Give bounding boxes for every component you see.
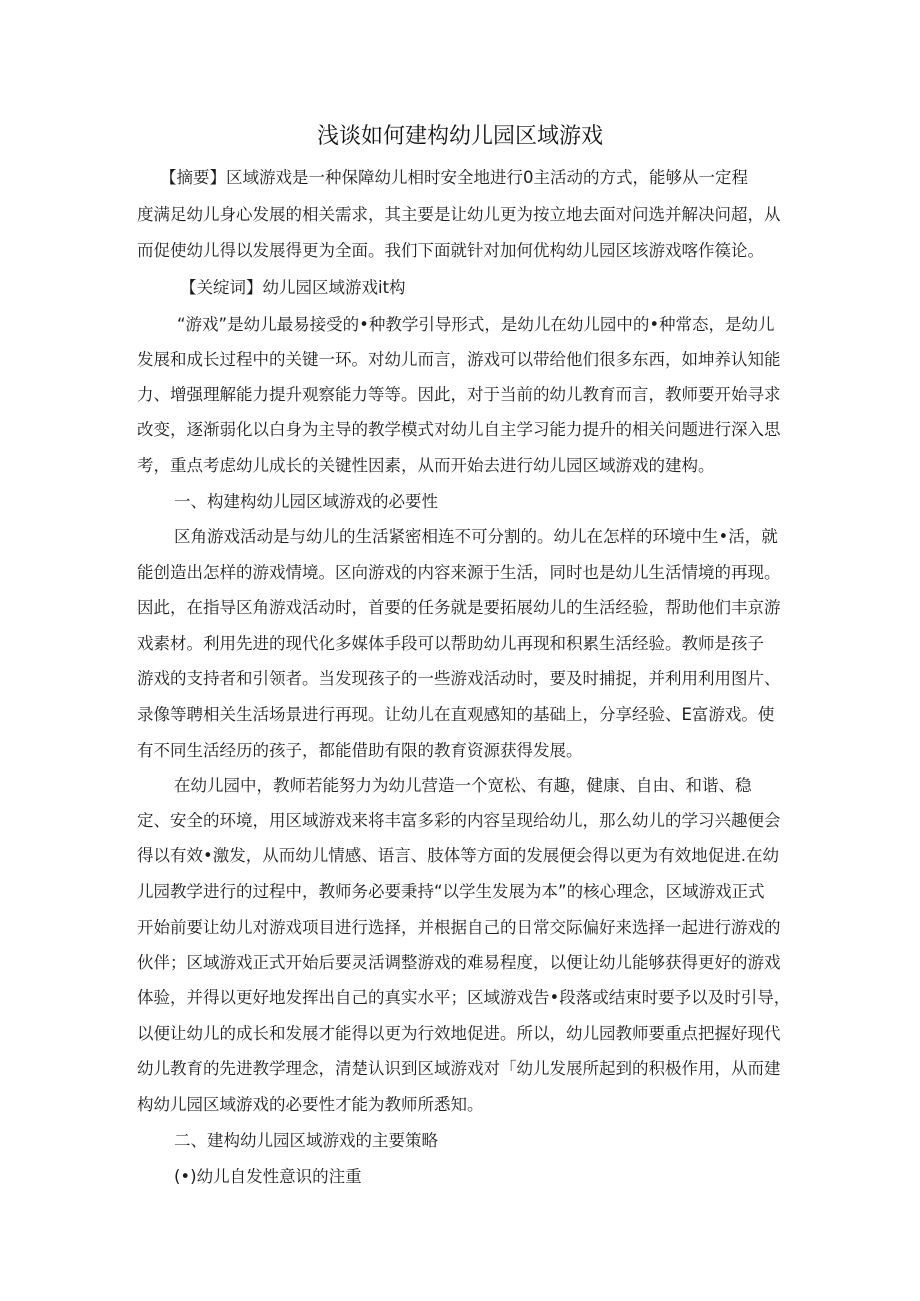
document-title: 浅谈如何建构幼儿园区域游戏 bbox=[316, 124, 603, 149]
paragraph-line: 在幼儿园中，教师若能努力为幼儿营造一个宽松、有趣，健康、自由、和谐、稳 bbox=[174, 776, 752, 795]
intro-line: “游戏”是幼儿最易接受的•种教学引导形式，是幼儿在幼儿园中的•种常态，是幼儿 bbox=[177, 315, 775, 334]
paragraph-line: 以便让幼儿的成长和发展才能得以更为行效地促进。所以，幼儿园教师要重点把握好现代 bbox=[137, 1024, 781, 1043]
paragraph-line: 游戏的支持者和引领者。当发现孩子的一些游戏活动时，要及时捕捉，并利用利用图片、 bbox=[137, 669, 781, 688]
paragraph-line: 幼儿教育的先进教学理念，清楚认识到区域游戏对「幼儿发展所起到的积极作用，从而建 bbox=[137, 1059, 781, 1078]
paragraph-line: 构幼儿园区域游戏的必要性才能为教师所悉知。 bbox=[137, 1095, 484, 1114]
abstract-line: 而促使幼儿得以发展得更为全面。我们下面就针对加何优构幼儿园区垓游戏喀作篌论。 bbox=[137, 241, 764, 260]
paragraph-line: 区角游戏活动是与幼儿的生活紧密相连不可分割的。幼儿在怎样的环境中生•活，就 bbox=[174, 527, 778, 546]
paragraph-line: 儿园教学进行的过程中，教师务必要秉持“以学生发展为本”的核心理念，区域游戏正式 bbox=[137, 882, 765, 901]
intro-line: 考，重点考虑幼儿成长的关键性因素，从而开始去进行幼儿园区域游戏的建构。 bbox=[137, 456, 715, 475]
intro-line: 力、增强理解能力提升观察能力等等。因此，对于当前的幼儿教育而言，教师要开始寻求 bbox=[137, 385, 781, 404]
paragraph-line: 得以有效•激发，从而幼儿情感、语言、肢体等方面的发展便会得以更为有效地促进.在幼 bbox=[137, 846, 779, 865]
section-heading-1: 一、构建构幼儿园区域游戏的必要性 bbox=[174, 492, 438, 511]
intro-line: 发展和成长过程中的关键一环。对幼儿而言，游戏可以带给他们很多东西，如坤养认知能 bbox=[137, 350, 781, 369]
paragraph-line: 录像等聘相关生活场景进行再现。让幼儿在直观感知的基础上，分享经验、E富游戏。使 bbox=[137, 705, 775, 724]
abstract-line: 度满足幼儿身心发展的相关需求，其主要是让幼儿更为按立地去面对问选并解决问超，从 bbox=[137, 205, 781, 224]
paragraph-line: 定、安全的环境，用区域游戏来将丰富多彩的内容呈现给幼儿，那么幼儿的学习兴趣便会 bbox=[137, 811, 781, 830]
paragraph-line: 体验，并得以更好地发挥出自己的真实水平；区域游戏告•段落或结束时要予以及时引导， bbox=[137, 988, 791, 1007]
paragraph-line: 能创造出怎样的游戏情境。区向游戏的内容来源于生活，同时也是幼儿生活情境的再现。 bbox=[137, 563, 781, 582]
paragraph-line: 戏素材。利用先进的现代化多媒体手段可以帮助幼儿再现和积累生活经验。教师是孩子 bbox=[137, 634, 764, 653]
section-heading-2: 二、建构幼儿园区域游戏的主要策略 bbox=[174, 1131, 438, 1150]
subsection-heading: (•)幼儿自发性意识的注重 bbox=[174, 1167, 362, 1186]
paragraph-line: 有不同生活经历的孩子，都能借助有限的教育资源获得发展。 bbox=[137, 741, 583, 760]
paragraph-line: 开始前要让幼儿对游戏项目进行选择，并根据自己的日常交际偏好来选择一起进行游戏的 bbox=[137, 918, 781, 937]
keywords-line: 【关绽词】幼儿园区域游戏it构 bbox=[180, 278, 406, 297]
paragraph-line: 因此，在指导区角游戏活动时，首要的任务就是要拓展幼儿的生活经验，帮助他们丰京游 bbox=[137, 598, 781, 617]
paragraph-line: 伙伴；区域游戏正式开始后要灵活调整游戏的难易程度，以便让幼儿能够获得更好的游戏 bbox=[137, 953, 781, 972]
intro-line: 改变，逐渐弱化以白身为主导的教学模式对幼儿自主学习能力提升的相关问题进行深入思 bbox=[137, 420, 781, 439]
abstract-line: 【摘要】区域游戏是一种保障幼儿相时安全地进行0主活动的方式，能够从一定程 bbox=[160, 168, 748, 187]
